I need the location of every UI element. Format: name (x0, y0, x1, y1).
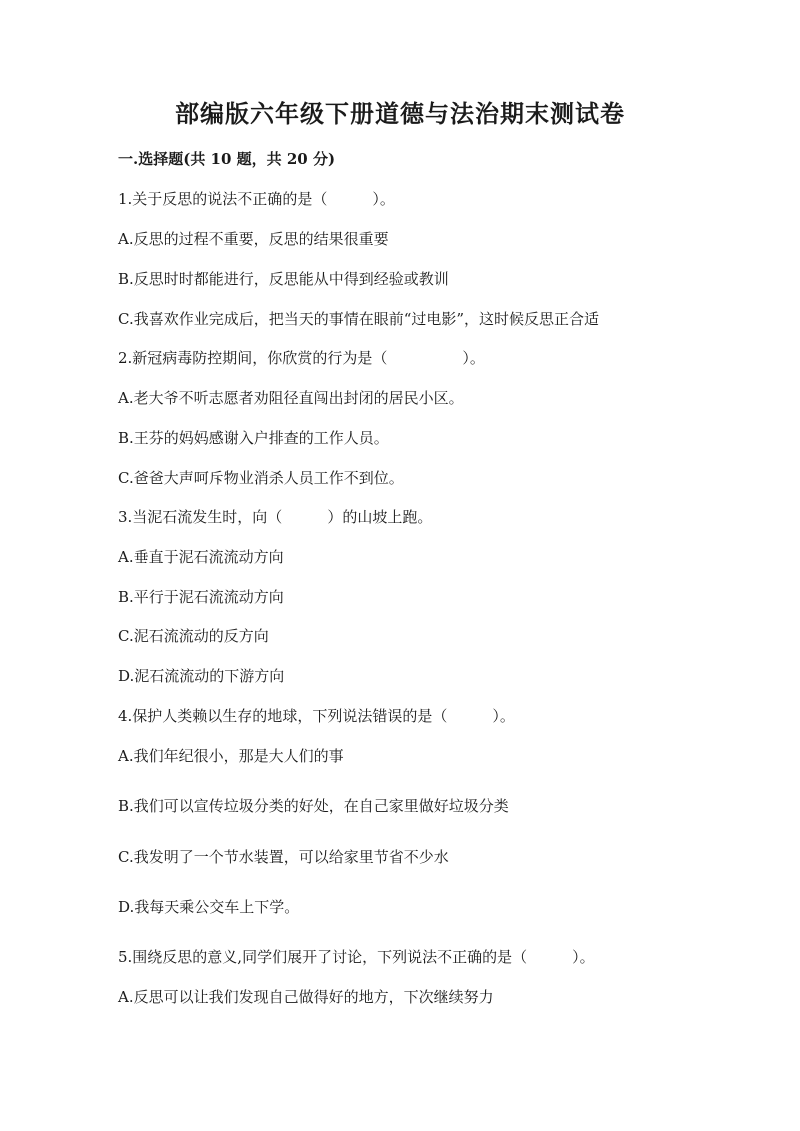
question-1-option-b: B.反思时时都能进行，反思能从中得到经验或教训 (118, 270, 449, 288)
question-1-option-a: A.反思的过程不重要，反思的结果很重要 (118, 230, 389, 248)
question-3-option-c: C.泥石流流动的反方向 (118, 627, 269, 645)
question-3-option-d: D.泥石流流动的下游方向 (118, 667, 285, 685)
question-1-stem: 1.关于反思的说法不正确的是（ ）。 (118, 190, 395, 208)
question-4-option-c: C.我发明了一个节水装置，可以给家里节省不少水 (118, 848, 449, 866)
question-3-stem: 3.当泥石流发生时，向（ ）的山坡上跑。 (118, 508, 433, 526)
question-2-stem: 2.新冠病毒防控期间，你欣赏的行为是（ ）。 (118, 349, 485, 367)
question-5-option-a: A.反思可以让我们发现自己做得好的地方，下次继续努力 (118, 988, 494, 1006)
question-4-option-a: A.我们年纪很小，那是大人们的事 (118, 747, 344, 765)
question-4-stem: 4.保护人类赖以生存的地球，下列说法错误的是（ ）。 (118, 707, 515, 725)
question-1-option-c: C.我喜欢作业完成后，把当天的事情在眼前“过电影”，这时候反思正合适 (118, 310, 600, 328)
question-3-option-a: A.垂直于泥石流流动方向 (118, 548, 284, 566)
question-5-stem: 5.围绕反思的意义,同学们展开了讨论，下列说法不正确的是（ ）。 (118, 948, 595, 966)
section-heading: 一.选择题(共 10 题，共 20 分) (118, 150, 336, 168)
question-2-option-b: B.王芬的妈妈感谢入户排查的工作人员。 (118, 429, 389, 447)
question-2-option-a: A.老大爷不听志愿者劝阻径直闯出封闭的居民小区。 (118, 389, 464, 407)
question-2-option-c: C.爸爸大声呵斥物业消杀人员工作不到位。 (118, 469, 404, 487)
question-3-option-b: B.平行于泥石流流动方向 (118, 588, 284, 606)
question-4-option-d: D.我每天乘公交车上下学。 (118, 898, 300, 916)
question-4-option-b: B.我们可以宣传垃圾分类的好处，在自己家里做好垃圾分类 (118, 797, 509, 815)
page-title: 部编版六年级下册道德与法治期末测试卷 (175, 99, 625, 128)
